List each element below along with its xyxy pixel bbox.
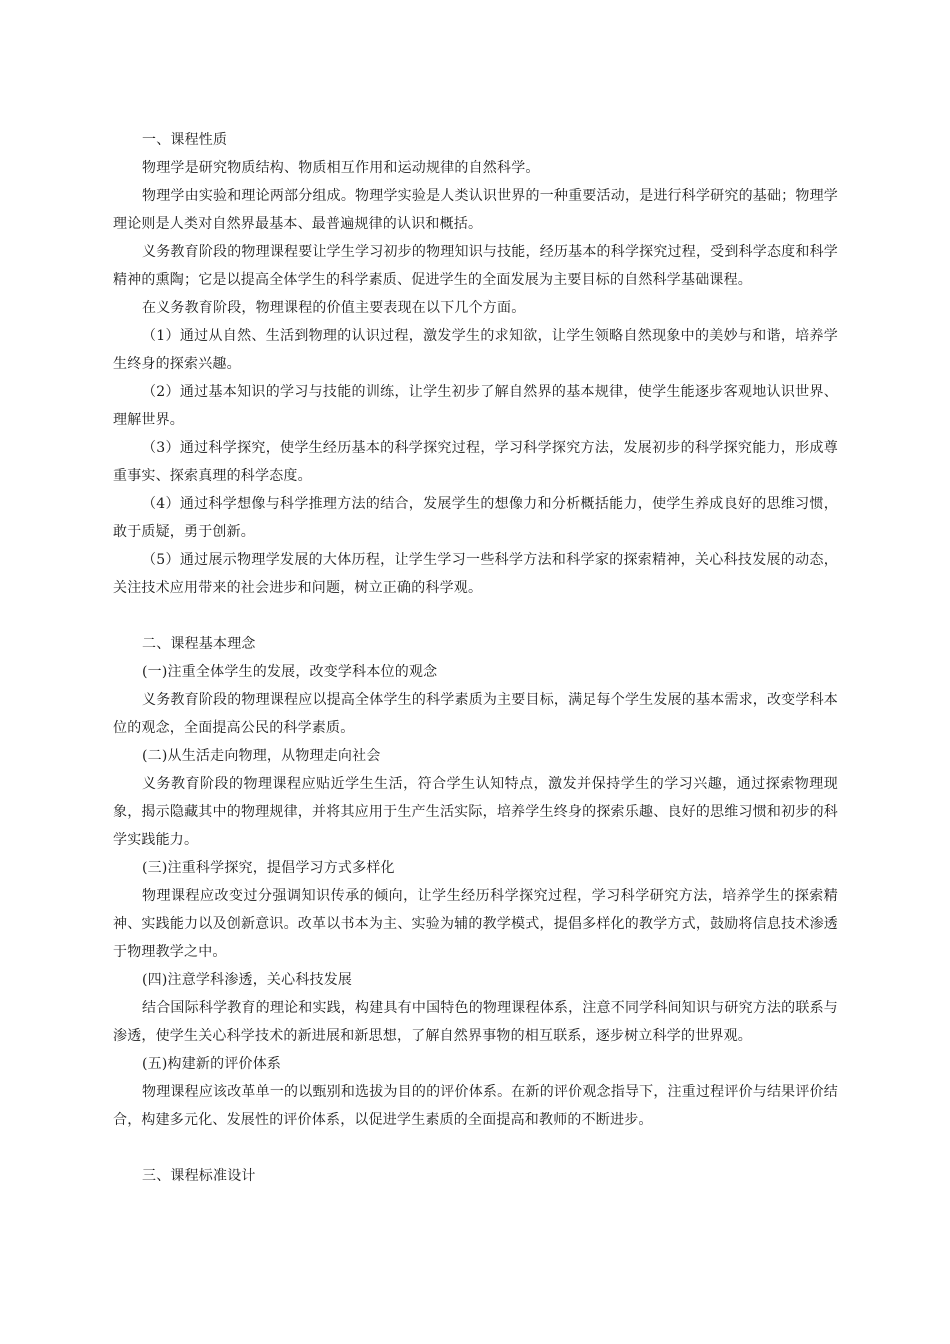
- section-spacer: [113, 1134, 838, 1162]
- paragraph: 义务教育阶段的物理课程应贴近学生生活，符合学生认知特点，激发并保持学生的学习兴趣，通过探索物理现象，揭示隐藏其中的物理规律，并将其应用于生产生活实际，培养学生终身的探索乐趣、良好的思维习惯和初步的科学实践能力。: [113, 776, 838, 848]
- paragraph: 结合国际科学教育的理论和实践，构建具有中国特色的物理课程体系，注意不同学科间知识与研究方法的联系与渗透，使学生关心科学技术的新进展和新思想，了解自然界事物的相互联系，逐步树立科学的世界观。: [113, 1000, 838, 1044]
- section-heading-standard-design: 三、课程标准设计: [142, 1168, 256, 1184]
- list-item: （4）通过科学想像与科学推理方法的结合，发展学生的想像力和分析概括能力，使学生养成良好的思维习惯，敢于质疑，勇于创新。: [113, 496, 838, 540]
- subheading: (五)构建新的评价体系: [142, 1056, 282, 1072]
- list-item: （1）通过从自然、生活到物理的认识过程，激发学生的求知欲，让学生领略自然现象中的美妙与和谐，培养学生终身的探索兴趣。: [113, 328, 838, 372]
- paragraph: 物理学由实验和理论两部分组成。物理学实验是人类认识世界的一种重要活动，是进行科学研究的基础；物理学理论则是人类对自然界最基本、最普遍规律的认识和概括。: [113, 188, 838, 232]
- section-heading-course-nature: 一、课程性质: [142, 132, 228, 148]
- paragraph: 物理学是研究物质结构、物质相互作用和运动规律的自然科学。: [142, 160, 540, 176]
- subheading: (四)注意学科渗透，关心科技发展: [142, 972, 353, 988]
- paragraph: 在义务教育阶段，物理课程的价值主要表现在以下几个方面。: [142, 300, 526, 316]
- subheading: (二)从生活走向物理，从物理走向社会: [142, 748, 381, 764]
- list-item: （5）通过展示物理学发展的大体历程，让学生学习一些科学方法和科学家的探索精神，关心科技发展的动态，关注技术应用带来的社会进步和问题，树立正确的科学观。: [113, 552, 838, 596]
- paragraph: 物理课程应该改革单一的以甄别和选拔为目的的评价体系。在新的评价观念指导下，注重过程评价与结果评价结合，构建多元化、发展性的评价体系，以促进学生素质的全面提高和教师的不断进步。: [113, 1084, 838, 1128]
- section-spacer: [113, 602, 838, 630]
- subheading: (一)注重全体学生的发展，改变学科本位的观念: [142, 664, 438, 680]
- section-heading-basic-concepts: 二、课程基本理念: [142, 636, 256, 652]
- paragraph: 义务教育阶段的物理课程应以提高全体学生的科学素质为主要目标，满足每个学生发展的基本需求，改变学科本位的观念，全面提高公民的科学素质。: [113, 692, 838, 736]
- subheading: (三)注重科学探究，提倡学习方式多样化: [142, 860, 395, 876]
- list-item: （2）通过基本知识的学习与技能的训练，让学生初步了解自然界的基本规律，使学生能逐步客观地认识世界、理解世界。: [113, 384, 838, 428]
- document-body: [113, 126, 838, 1190]
- list-item: （3）通过科学探究，使学生经历基本的科学探究过程，学习科学探究方法，发展初步的科学探究能力，形成尊重事实、探索真理的科学态度。: [113, 440, 838, 484]
- paragraph: 物理课程应改变过分强调知识传承的倾向，让学生经历科学探究过程，学习科学研究方法，培养学生的探索精神、实践能力以及创新意识。改革以书本为主、实验为辅的教学模式，提倡多样化的教学方式，鼓励将信息技术渗透于物理教学之中。: [113, 888, 838, 960]
- paragraph: 义务教育阶段的物理课程要让学生学习初步的物理知识与技能，经历基本的科学探究过程，受到科学态度和科学精神的熏陶；它是以提高全体学生的科学素质、促进学生的全面发展为主要目标的自然科学基础课程。: [113, 244, 838, 288]
